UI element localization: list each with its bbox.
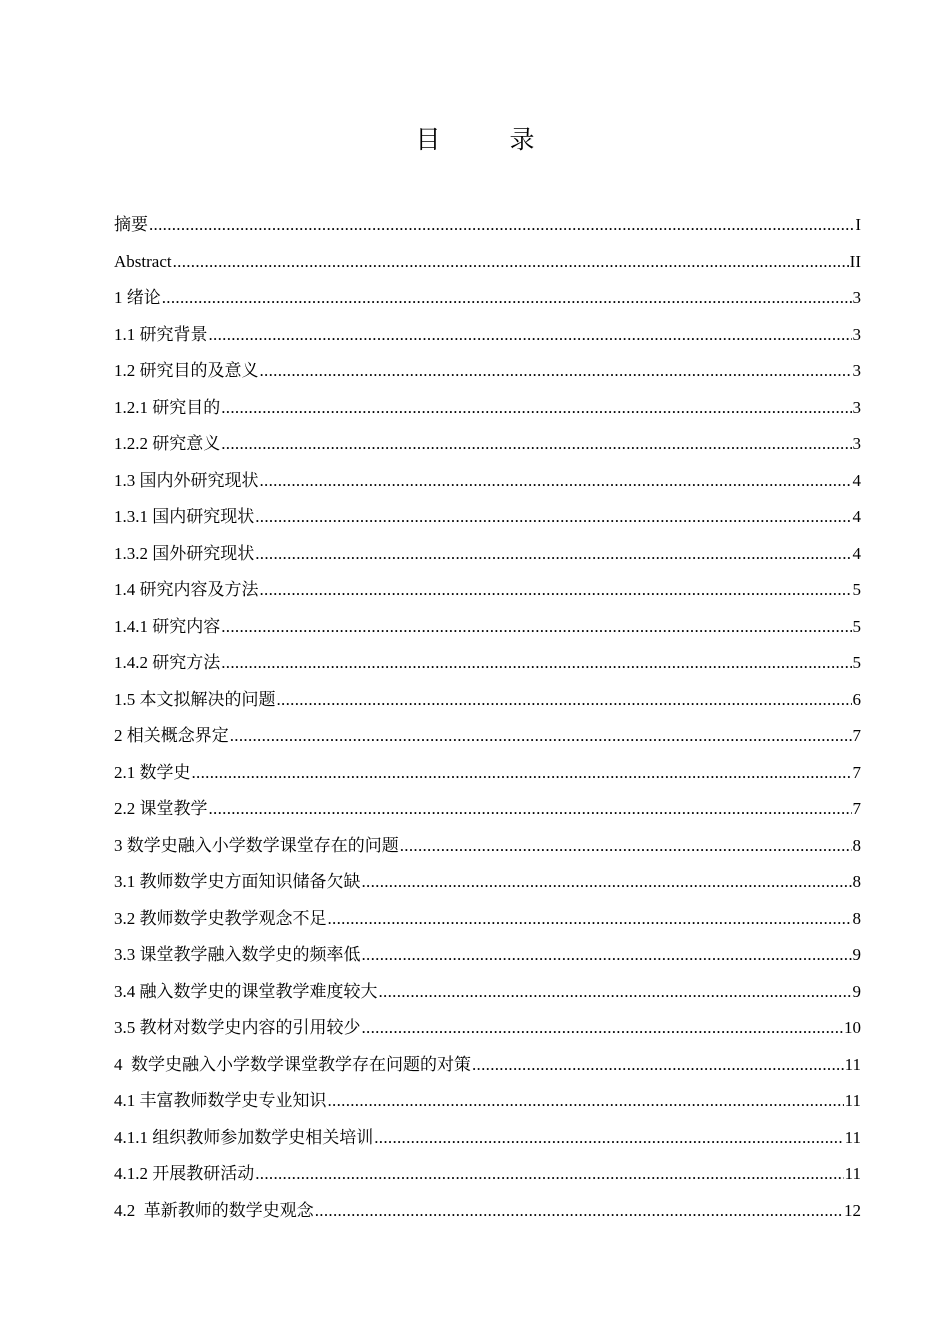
toc-leader-dots	[221, 426, 851, 463]
toc-entry-label: 1.1 研究背景	[114, 324, 208, 344]
toc-leader-dots	[374, 1120, 843, 1157]
toc-list	[114, 207, 861, 1229]
toc-entry[interactable]	[114, 1120, 861, 1157]
toc-entry[interactable]	[114, 1083, 861, 1120]
toc-leader-dots	[230, 718, 852, 755]
toc-entry[interactable]	[114, 244, 861, 281]
toc-entry-page: 4	[852, 507, 861, 526]
toc-entry[interactable]	[114, 1047, 861, 1084]
toc-entry-page: 12	[844, 1200, 861, 1220]
toc-entry-label: 1.2 研究目的及意义	[114, 361, 259, 380]
toc-entry-page: 9	[852, 981, 861, 1001]
toc-entry-label: 4.2 革新教师的数学史观念	[114, 1200, 314, 1220]
toc-entry-page: 11	[844, 1054, 861, 1074]
toc-leader-dots	[328, 1083, 844, 1120]
toc-entry[interactable]	[114, 755, 861, 792]
toc-entry-label: Abstract	[114, 251, 172, 271]
toc-entry-label: 3.4 融入数学史的课堂教学难度较大	[114, 981, 378, 1001]
toc-entry-label: 1.3.2 国外研究现状	[114, 543, 255, 563]
toc-entry[interactable]	[114, 864, 861, 901]
toc-leader-dots	[209, 791, 852, 828]
toc-leader-dots	[255, 499, 851, 536]
toc-leader-dots	[221, 609, 851, 646]
toc-entry-label: 1.4.1 研究内容	[114, 616, 221, 636]
toc-entry-page: 5	[852, 616, 861, 636]
toc-entry-page: 8	[852, 908, 861, 928]
toc-entry-label: 1.5 本文拟解决的问题	[114, 689, 276, 709]
toc-leader-dots	[472, 1047, 844, 1084]
toc-entry[interactable]	[114, 901, 861, 938]
toc-entry-label: 2.1 数学史	[114, 762, 191, 782]
toc-entry-page: 3	[852, 324, 861, 344]
toc-entry-page: 10	[844, 1018, 861, 1037]
toc-entry-label: 3.1 教师数学史方面知识储备欠缺	[114, 872, 361, 891]
toc-entry[interactable]	[114, 682, 861, 719]
toc-entry-page: 11	[844, 1127, 861, 1147]
toc-entry-label: 1.2.2 研究意义	[114, 434, 221, 453]
toc-entry[interactable]	[114, 463, 861, 500]
toc-leader-dots	[400, 828, 852, 865]
toc-leader-dots	[162, 280, 852, 317]
toc-entry-label: 1.3 国内外研究现状	[114, 470, 259, 490]
toc-entry-page: 3	[852, 361, 861, 380]
toc-entry[interactable]	[114, 499, 861, 536]
toc-entry-label: 4.1 丰富教师数学史专业知识	[114, 1091, 327, 1110]
toc-entry[interactable]	[114, 609, 861, 646]
toc-leader-dots	[221, 390, 851, 427]
toc-entry[interactable]	[114, 1193, 861, 1230]
toc-entry-page: 7	[852, 799, 861, 818]
toc-entry-page: 4	[852, 543, 861, 563]
toc-entry-page: 8	[852, 872, 861, 891]
toc-entry-page: I	[855, 215, 861, 234]
toc-entry[interactable]	[114, 207, 861, 244]
toc-leader-dots	[209, 317, 852, 354]
toc-entry[interactable]	[114, 1010, 861, 1047]
toc-entry-label: 1.4.2 研究方法	[114, 653, 221, 672]
toc-entry[interactable]	[114, 280, 861, 317]
toc-leader-dots	[277, 682, 852, 719]
toc-entry-label: 3 数学史融入小学数学课堂存在的问题	[114, 835, 399, 855]
toc-entry-label: 4.1.1 组织教师参加数学史相关培训	[114, 1127, 374, 1147]
toc-entry-label: 4 数学史融入小学数学课堂教学存在问题的对策	[114, 1054, 471, 1074]
toc-entry-label: 2.2 课堂教学	[114, 799, 208, 818]
toc-entry-label: 1.4 研究内容及方法	[114, 580, 259, 599]
toc-leader-dots	[221, 645, 851, 682]
toc-leader-dots	[315, 1193, 843, 1230]
toc-entry-page: 7	[852, 726, 861, 745]
toc-leader-dots	[260, 572, 852, 609]
toc-entry[interactable]	[114, 937, 861, 974]
toc-entry[interactable]	[114, 536, 861, 573]
toc-entry[interactable]	[114, 390, 861, 427]
toc-leader-dots	[362, 864, 852, 901]
toc-entry[interactable]	[114, 1156, 861, 1193]
toc-entry-page: 3	[852, 434, 861, 453]
toc-entry-label: 4.1.2 开展教研活动	[114, 1164, 255, 1183]
toc-entry-label: 1.3.1 国内研究现状	[114, 507, 255, 526]
toc-entry-label: 摘要	[114, 215, 148, 234]
toc-entry-page: 9	[852, 945, 861, 964]
toc-entry[interactable]	[114, 426, 861, 463]
toc-entry-label: 3.2 教师数学史教学观念不足	[114, 908, 327, 928]
toc-entry-label: 1 绪论	[114, 288, 161, 307]
toc-leader-dots	[362, 937, 852, 974]
toc-entry[interactable]	[114, 317, 861, 354]
toc-entry-page: 7	[852, 762, 861, 782]
toc-entry[interactable]	[114, 974, 861, 1011]
toc-entry-label: 2 相关概念界定	[114, 726, 229, 745]
toc-leader-dots	[328, 901, 852, 938]
toc-entry-label: 3.3 课堂教学融入数学史的频率低	[114, 945, 361, 964]
toc-entry-label: 3.5 教材对数学史内容的引用较少	[114, 1018, 361, 1037]
toc-entry[interactable]	[114, 828, 861, 865]
toc-entry-page: II	[849, 251, 861, 271]
toc-entry-page: 8	[852, 835, 861, 855]
toc-entry-page: 4	[852, 470, 861, 490]
toc-entry[interactable]	[114, 353, 861, 390]
toc-entry[interactable]	[114, 718, 861, 755]
toc-entry-page: 5	[852, 580, 861, 599]
toc-entry-label: 1.2.1 研究目的	[114, 397, 221, 417]
toc-leader-dots	[260, 463, 852, 500]
toc-entry-page: 6	[852, 689, 861, 709]
toc-entry-page: 5	[852, 653, 861, 672]
toc-leader-dots	[173, 244, 849, 281]
toc-leader-dots	[362, 1010, 844, 1047]
toc-entry-page: 11	[844, 1091, 861, 1110]
toc-entry[interactable]	[114, 572, 861, 609]
toc-leader-dots	[379, 974, 852, 1011]
toc-entry[interactable]	[114, 645, 861, 682]
toc-entry-page: 3	[852, 397, 861, 417]
toc-leader-dots	[260, 353, 852, 390]
toc-leader-dots	[149, 207, 854, 244]
toc-leader-dots	[192, 755, 852, 792]
toc-entry[interactable]	[114, 791, 861, 828]
toc-entry-page: 3	[852, 288, 861, 307]
toc-entry-page: 11	[844, 1164, 861, 1183]
toc-leader-dots	[255, 1156, 843, 1193]
toc-title: 目 录	[415, 125, 557, 154]
toc-leader-dots	[255, 536, 851, 573]
